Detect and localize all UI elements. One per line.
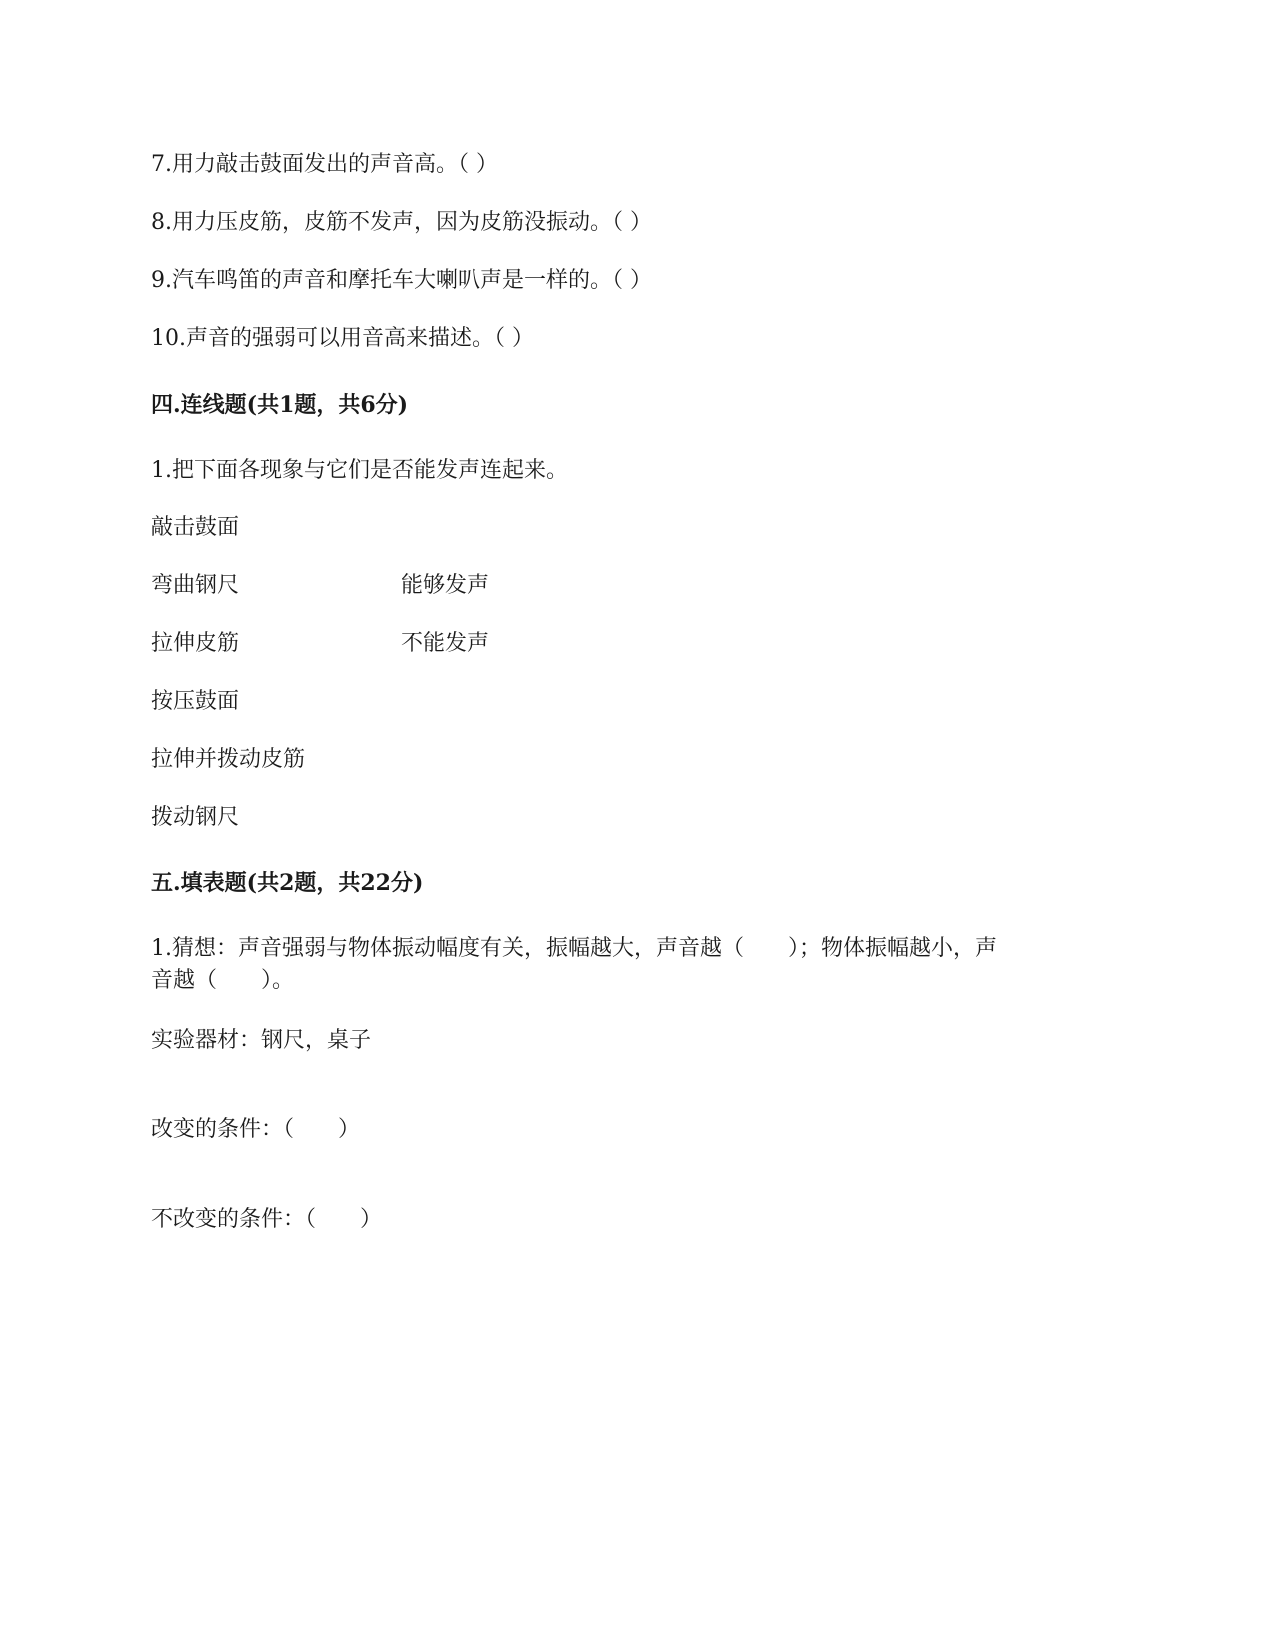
experiment-materials: 实验器材：钢尺，桌子 — [151, 1028, 372, 1053]
fill-question-line-1: 1.猜想：声音强弱与物体振动幅度有关，振幅越大，声音越（ ）；物体振幅越小，声 — [151, 936, 997, 961]
matching-question: 1.把下面各现象与它们是否能发声连起来。 — [151, 458, 568, 483]
question-7: 7.用力敲击鼓面发出的声音高。（ ） — [151, 152, 498, 177]
matching-row — [151, 629, 490, 659]
section-4-heading: 四.连线题(共1题，共6分) — [151, 392, 409, 418]
question-10: 10.声音的强弱可以用音高来描述。（ ） — [151, 326, 534, 351]
question-8: 8.用力压皮筋，皮筋不发声，因为皮筋没振动。（ ） — [151, 210, 652, 235]
question-9: 9.汽车鸣笛的声音和摩托车大喇叭声是一样的。（ ） — [151, 268, 652, 293]
unchanged-condition: 不改变的条件：（ ） — [151, 1207, 383, 1232]
matching-left-item: 拉伸皮筋 — [151, 631, 240, 656]
changed-condition: 改变的条件：（ ） — [151, 1117, 361, 1142]
matching-left-item: 敲击鼓面 — [151, 515, 240, 540]
matching-right-item: 不能发声 — [401, 631, 490, 656]
matching-left-item: 按压鼓面 — [151, 689, 240, 714]
fill-question-line-2: 音越（ ）。 — [151, 968, 295, 993]
matching-left-item: 拨动钢尺 — [151, 805, 240, 830]
matching-row — [151, 571, 490, 601]
matching-left-item: 拉伸并拨动皮筋 — [151, 747, 306, 772]
matching-left-item: 弯曲钢尺 — [151, 573, 240, 598]
section-5-heading: 五.填表题(共2题，共22分) — [151, 870, 424, 896]
matching-right-item: 能够发声 — [401, 573, 490, 598]
